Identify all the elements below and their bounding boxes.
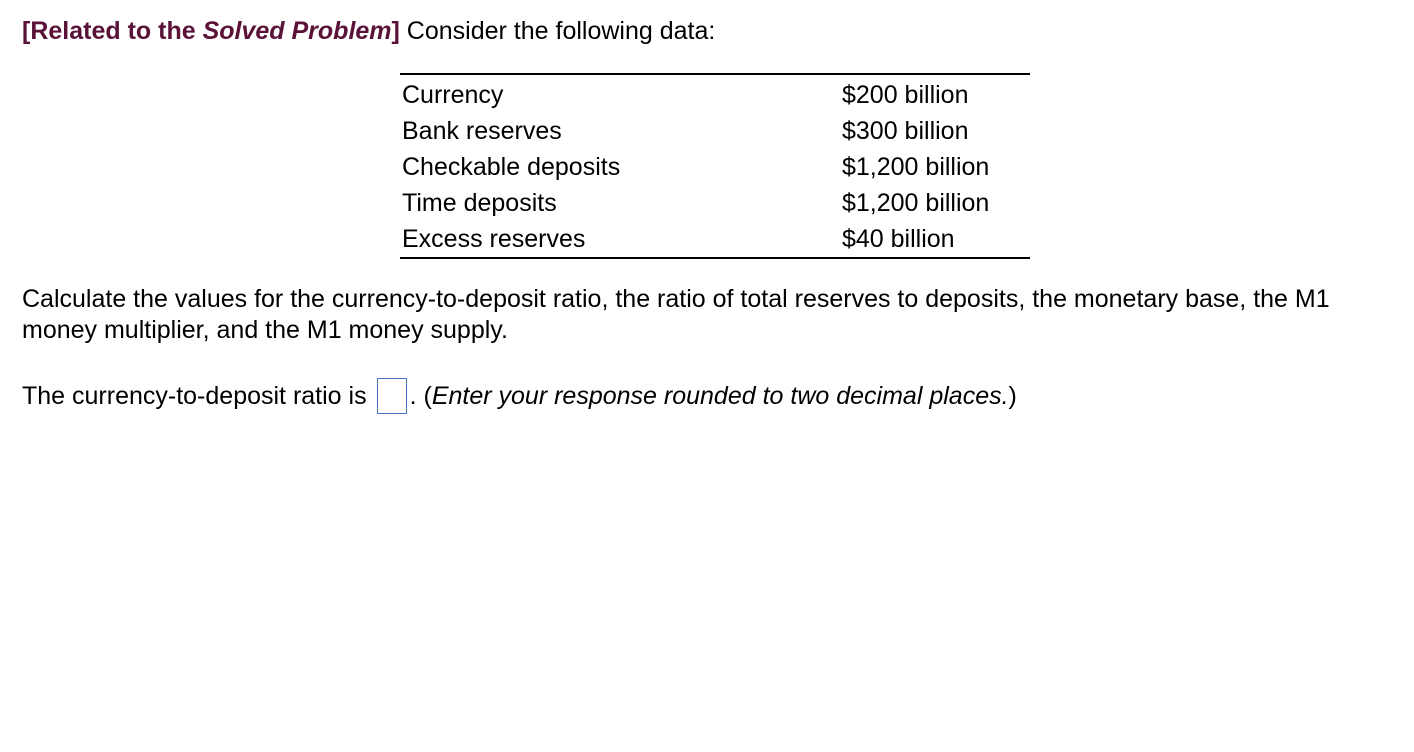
problem-header [22, 16, 715, 46]
row-value: $1,200 billion [842, 153, 990, 181]
hint-close-paren: ) [1008, 382, 1017, 410]
table-row [400, 149, 1030, 185]
row-value: $200 billion [842, 81, 969, 109]
tag-prefix: Related to the [30, 17, 203, 45]
question-prompt: The currency-to-deposit ratio is [22, 382, 367, 410]
answer-input[interactable] [377, 378, 407, 414]
data-table [400, 73, 1030, 259]
question-period: . [409, 382, 417, 410]
question-line [22, 378, 1017, 414]
table-row [400, 221, 1030, 258]
table-row [400, 185, 1030, 221]
row-label: Currency [402, 81, 504, 109]
hint-open-paren: ( [416, 382, 432, 410]
row-label: Excess reserves [402, 225, 586, 253]
row-value: $1,200 billion [842, 189, 990, 217]
tag-open-bracket: [ [22, 17, 31, 45]
table-row [400, 74, 1030, 113]
table-row [400, 113, 1030, 149]
row-value: $300 billion [842, 117, 969, 145]
row-label: Bank reserves [402, 117, 562, 145]
tag-close-bracket: ] [391, 17, 400, 45]
hint-text: Enter your response rounded to two decimal places. [431, 382, 1009, 410]
row-label: Time deposits [402, 189, 557, 217]
row-label: Checkable deposits [402, 153, 621, 181]
related-tag [22, 17, 400, 45]
tag-solved-problem-link: Solved Problem [202, 17, 392, 45]
instructions-text: Calculate the values for the currency-to-deposit ratio, the ratio of total reserves to deposits, the monetary base, the M1 money multiplier, and the M1 money supply. [22, 285, 1330, 344]
row-value: $40 billion [842, 225, 955, 253]
intro-text: Consider the following data: [399, 17, 716, 45]
